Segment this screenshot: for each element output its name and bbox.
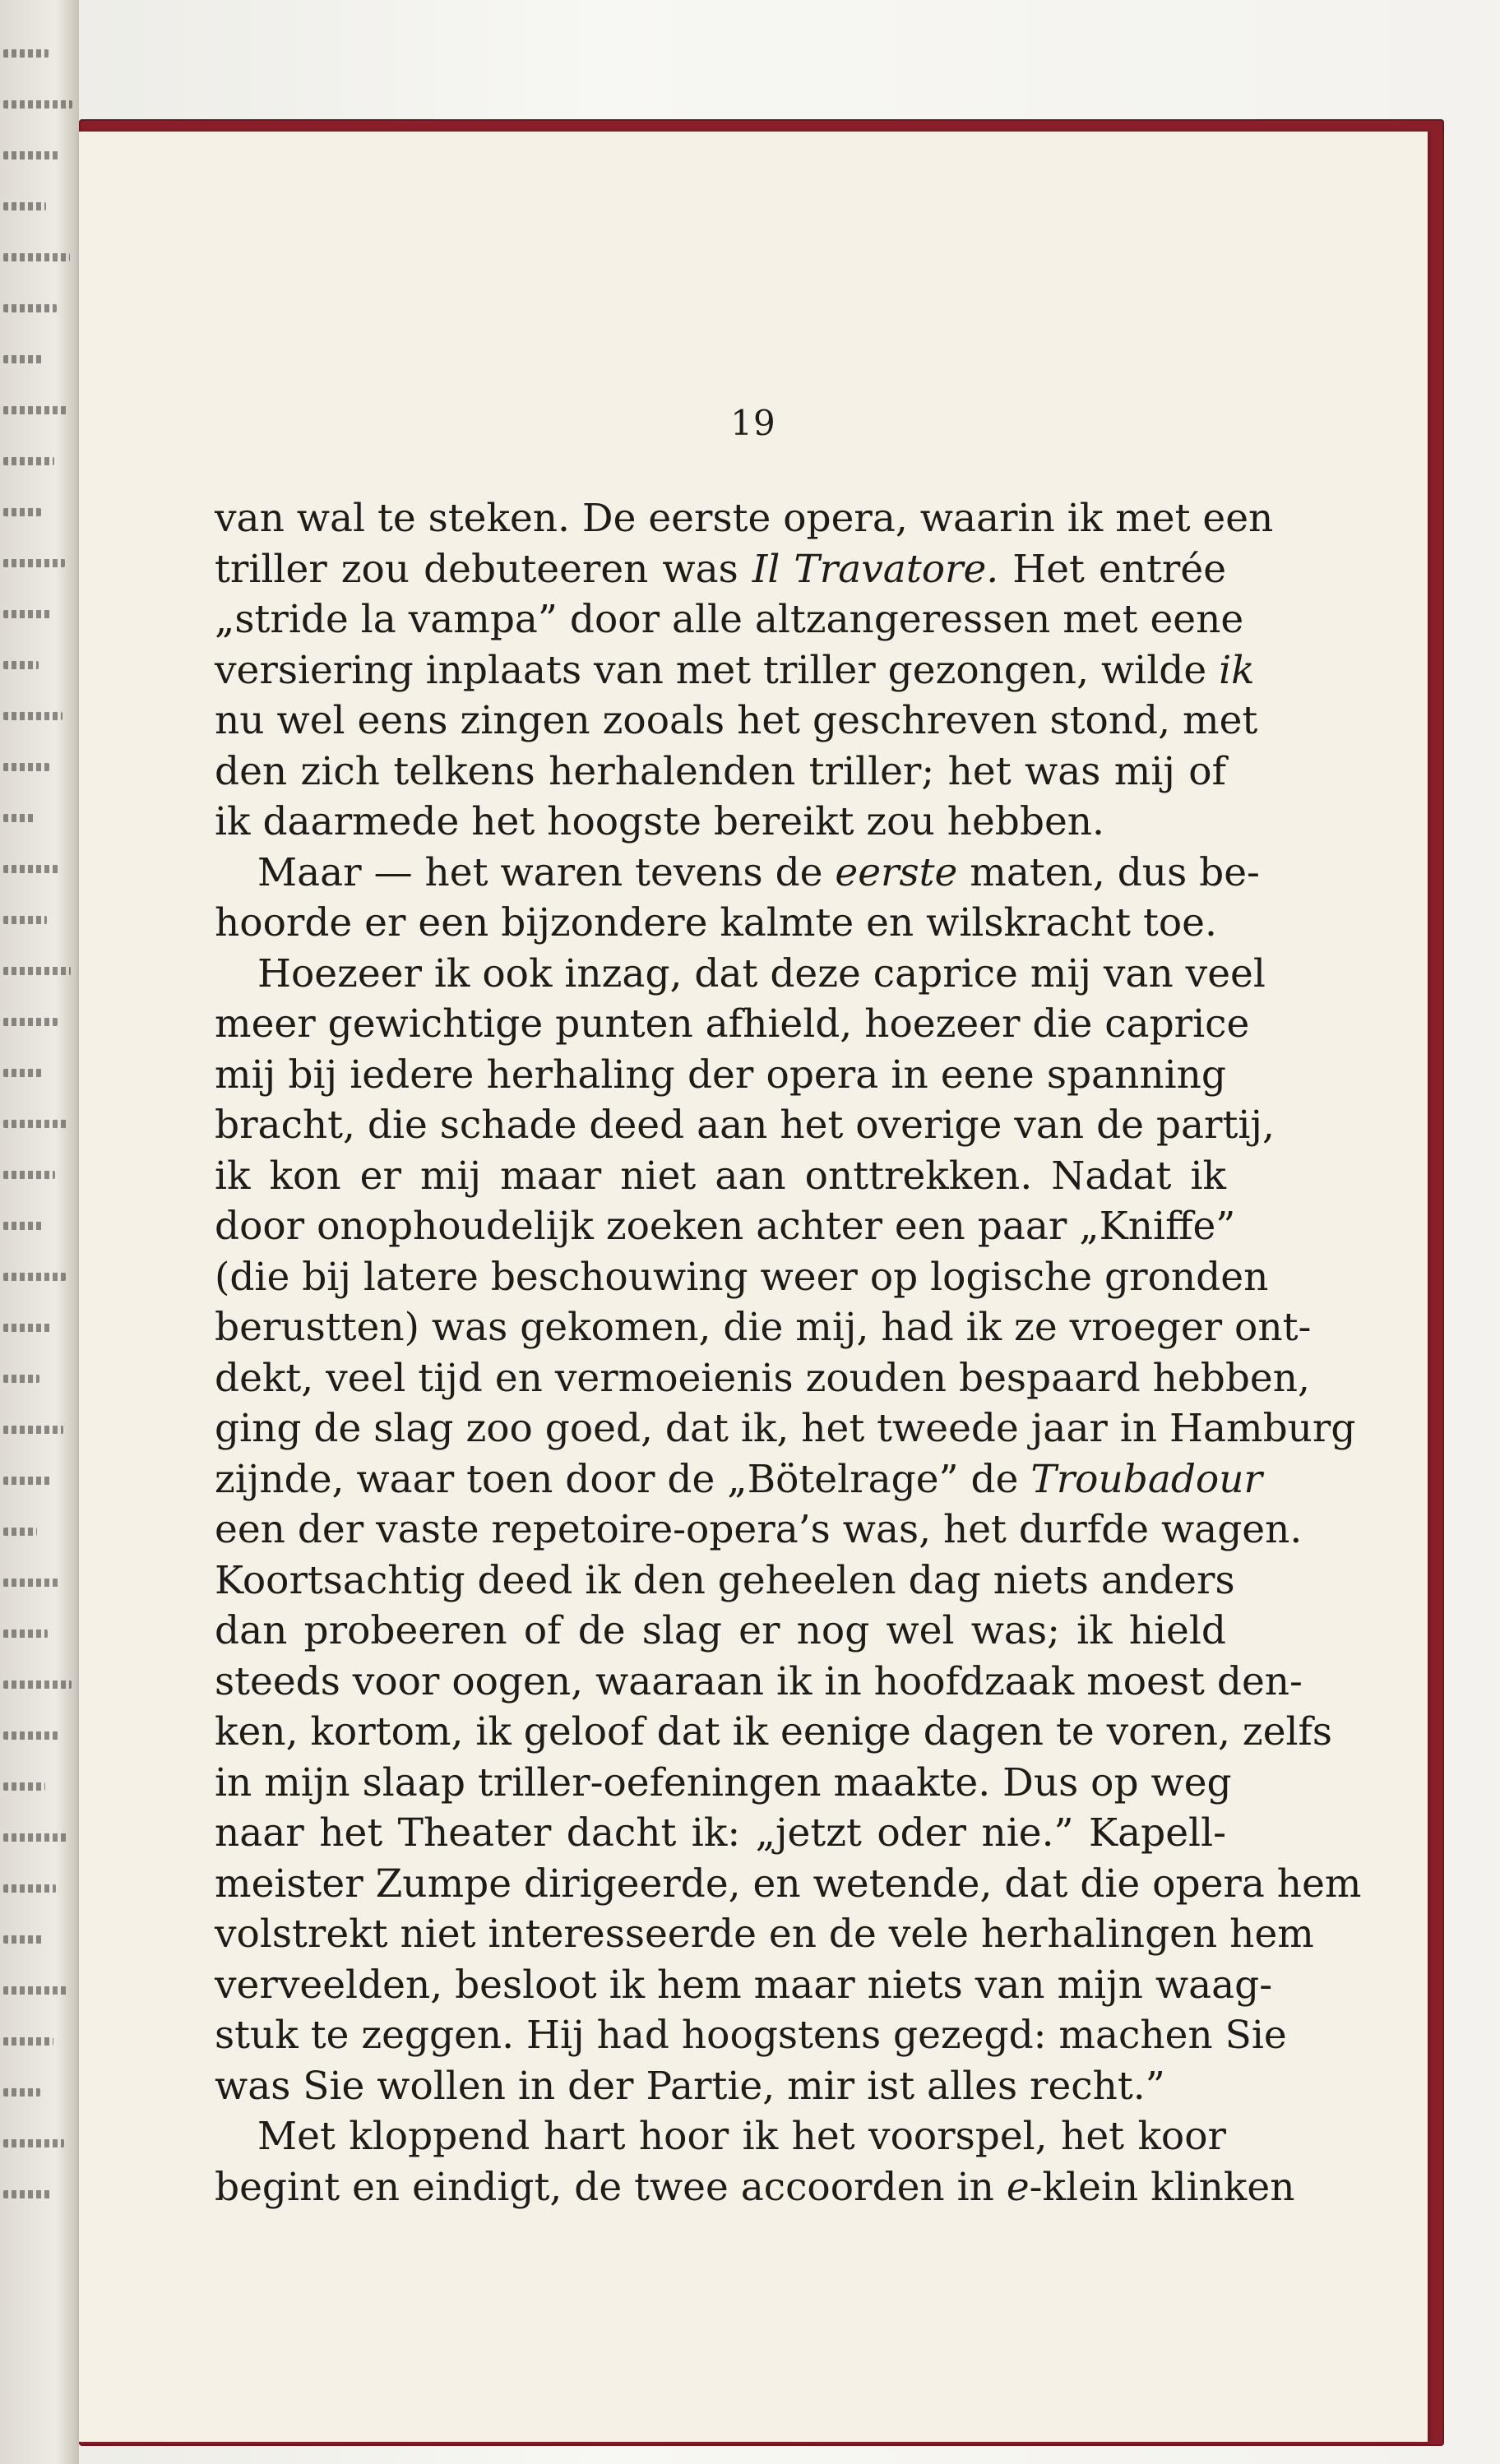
facing-page-text-mark <box>3 202 46 210</box>
text-run: volstrekt niet interesseerde en de vele herhalingen hem <box>215 1912 1314 1957</box>
facing-page-text-mark <box>3 763 49 771</box>
facing-page-text-mark <box>3 559 65 567</box>
text-run: in mijn slaap triller-oefeningen maakte. Dus op weg <box>215 1759 1232 1805</box>
facing-page-text-mark <box>3 304 57 312</box>
text-line <box>215 1758 1232 1809</box>
text-line <box>215 2162 1295 2213</box>
text-run: berustten) was gekomen, die mij, had ik ze vroeger ont- <box>215 1305 1312 1350</box>
facing-page-text-mark <box>3 1630 48 1638</box>
text-run: ik kon er mij maar niet aan onttrekken. Nadat ik <box>215 1153 1226 1199</box>
facing-page-text-mark <box>3 1731 58 1740</box>
facing-page-text-mark <box>3 1069 44 1077</box>
book-page <box>79 132 1428 2442</box>
text-line <box>215 1556 1235 1606</box>
text-line <box>215 1454 1262 1505</box>
text-line <box>215 1909 1314 1960</box>
text-line <box>215 1960 1273 2011</box>
text-line <box>215 1707 1333 1758</box>
facing-page-text-mark <box>3 1477 50 1485</box>
text-line <box>215 1606 1226 1657</box>
text-run: door onophoudelijk zoeken achter een paar „Kniffe” <box>215 1204 1236 1249</box>
italic-text: eerste <box>835 849 958 895</box>
facing-page-text-mark <box>3 1120 68 1128</box>
text-run: den zich telkens herhalenden triller; het was mij of <box>215 748 1226 794</box>
text-line <box>215 696 1258 747</box>
facing-page-text-mark <box>3 100 72 109</box>
facing-page-text-mark <box>3 1935 43 1944</box>
facing-page-text-mark <box>3 1680 72 1689</box>
facing-page-text-mark <box>3 865 60 873</box>
text-line <box>215 1808 1226 1859</box>
text-run: steeds voor oogen, waaraan ik in hoofdzaak moest den- <box>215 1658 1303 1704</box>
facing-page-text-mark <box>3 151 59 159</box>
text-line <box>215 594 1244 645</box>
italic-text: ik <box>1219 647 1255 693</box>
facing-page-text-mark <box>3 1426 63 1434</box>
text-run: een der vaste repetoire-opera’s was, het durfde wagen. <box>215 1507 1303 1552</box>
facing-page-text-mark <box>3 1528 37 1536</box>
text-run: (die bij latere beschouwing weer op logische gronden <box>215 1254 1269 1300</box>
text-line <box>215 1657 1303 1708</box>
text-line <box>215 1859 1362 1910</box>
text-run: dekt, veel tijd en vermoeienis zouden bespaard hebben, <box>215 1355 1310 1401</box>
text-line <box>215 1252 1269 1303</box>
facing-page-text-mark <box>3 2088 40 2096</box>
text-run: ik daarmede het hoogste bereikt zou hebben. <box>215 799 1104 844</box>
text-run: naar het Theater dacht ik: „jetzt oder nie.” Kapell- <box>215 1810 1226 1856</box>
text-run: Met kloppend hart hoor ik het voorspel, het koor <box>257 2114 1226 2159</box>
text-line <box>215 1403 1356 1454</box>
text-line <box>215 848 1260 899</box>
facing-page-text-mark <box>3 967 71 975</box>
text-line <box>215 1201 1236 1252</box>
facing-page-text-mark <box>3 2139 64 2147</box>
facing-page-text-mark <box>3 661 39 669</box>
text-line <box>215 999 1250 1050</box>
text-run: maten, dus be- <box>957 849 1260 895</box>
text-run: triller zou debuteeren was <box>215 546 752 592</box>
facing-page-text-mark <box>3 1018 58 1026</box>
text-line <box>215 1151 1226 1202</box>
facing-page-text-mark <box>3 916 47 924</box>
text-run: dan probeeren of de slag er nog wel was; ik hield <box>215 1608 1226 1653</box>
text-line <box>215 1353 1310 1404</box>
text-line <box>215 2061 1226 2112</box>
facing-page-text-mark <box>3 355 44 363</box>
facing-page-text-mark <box>3 49 49 58</box>
facing-page-text-mark <box>3 1833 69 1842</box>
text-line <box>215 898 1226 949</box>
body-text <box>215 493 1362 2212</box>
text-line <box>215 1100 1275 1151</box>
text-run: -klein klinken <box>1029 2164 1295 2210</box>
facing-page-text-mark <box>3 1579 61 1587</box>
text-run: „stride la vampa” door alle altzangeressen met eene <box>215 597 1244 642</box>
text-line <box>215 645 1255 696</box>
facing-page-text-mark <box>3 2190 51 2198</box>
text-run: ken, kortom, ik geloof dat ik eenige dagen te voren, zelfs <box>215 1709 1333 1754</box>
text-line <box>215 2111 1226 2162</box>
text-run: zijnde, waar toen door de „Bötelrage” de <box>215 1456 1031 1502</box>
facing-page-text-mark <box>3 1273 66 1281</box>
facing-page-text-mark <box>3 1375 39 1383</box>
facing-page-text-mark <box>3 1884 56 1893</box>
facing-page-text-mark <box>3 814 36 822</box>
text-line <box>215 949 1266 1000</box>
facing-page-text-mark <box>3 610 52 618</box>
text-run: was Sie wollen in der Partie, mir ist alles recht.” <box>215 2063 1165 2109</box>
facing-page-text-mark <box>3 1782 45 1791</box>
text-run: van wal te steken. De eerste opera, waarin ik met een <box>215 496 1274 541</box>
text-line <box>215 1505 1303 1556</box>
text-run: Hoezeer ik ook inzag, dat deze caprice mij van veel <box>257 950 1266 996</box>
text-run: meister Zumpe dirigeerde, en wetende, dat die opera hem <box>215 1861 1362 1907</box>
text-run: verveelden, besloot ik hem maar niets van mijn waag- <box>215 1962 1273 2008</box>
facing-page-text-mark <box>3 1324 53 1332</box>
facing-page-text-mark <box>3 508 41 516</box>
facing-page-text-mark <box>3 1171 55 1179</box>
text-run: Koortsachtig deed ik den geheelen dag niets anders <box>215 1557 1235 1603</box>
text-line <box>215 797 1226 848</box>
facing-page-text-mark <box>3 1986 67 1995</box>
italic-text: e <box>1006 2164 1030 2210</box>
facing-page-text-mark <box>3 406 67 414</box>
text-line <box>215 747 1226 797</box>
facing-page-text-mark <box>3 712 62 720</box>
text-run: begint en eindigt, de twee accoorden in <box>215 2164 1007 2210</box>
text-run: hoorde er een bijzondere kalmte en wilskracht toe. <box>215 900 1217 945</box>
text-run: Maar — het waren tevens de <box>257 849 836 895</box>
text-run: versiering inplaats van met triller gezongen, wilde <box>215 647 1220 693</box>
text-run: ging de slag zoo goed, dat ik, het tweede jaar in Hamburg <box>215 1406 1356 1451</box>
text-line <box>215 1050 1226 1101</box>
text-run: meer gewichtige punten afhield, hoezeer die caprice <box>215 1001 1250 1047</box>
text-run: bracht, die schade deed aan het overige van de partij, <box>215 1103 1275 1148</box>
text-run: nu wel eens zingen zooals het geschreven stond, met <box>215 698 1258 743</box>
text-line <box>215 2010 1287 2061</box>
page-number: 19 <box>730 403 776 443</box>
facing-page-text-mark <box>3 253 70 261</box>
text-run: Het entrée <box>998 546 1227 592</box>
facing-page-edge <box>0 0 79 2464</box>
facing-page-text-mark <box>3 1222 42 1230</box>
facing-page-text-mark <box>3 2037 53 2046</box>
text-run: stuk te zeggen. Hij had hoogstens gezegd: machen Sie <box>215 2013 1287 2058</box>
text-line <box>215 544 1226 595</box>
facing-page-text-mark <box>3 457 54 465</box>
text-line <box>215 493 1274 544</box>
text-line <box>215 1302 1312 1353</box>
italic-text: Il Travatore. <box>752 546 999 592</box>
text-run: mij bij iedere herhaling der opera in eene spanning <box>215 1052 1226 1098</box>
italic-text: Troubadour <box>1030 1456 1262 1502</box>
